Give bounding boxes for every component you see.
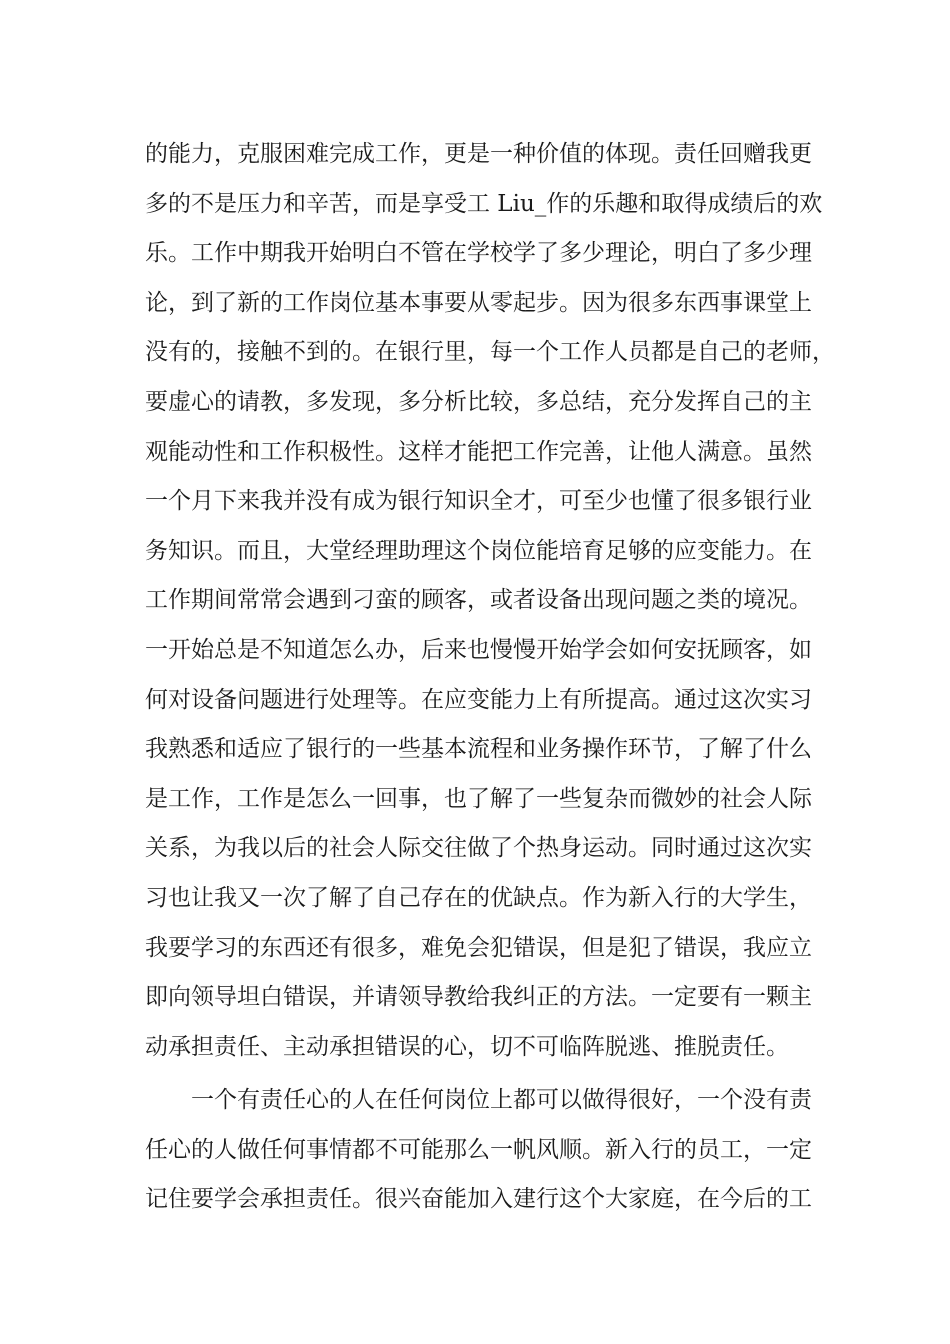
text-line: 没有的，接触不到的。在银行里，每一个工作人员都是自己的老师， xyxy=(145,339,835,366)
text-line: 一个月下来我并没有成为银行知识全才，可至少也懂了很多银行业 xyxy=(145,488,812,515)
text-line: 关系，为我以后的社会人际交往做了个热身运动。同时通过这次实 xyxy=(145,835,812,862)
text-line: 乐。工作中期我开始明白不管在学校学了多少理论，明白了多少理 xyxy=(145,240,812,267)
paragraph-2 xyxy=(145,1076,825,1225)
text-line: 工作期间常常会遇到刁蛮的顾客，或者设备出现问题之类的境况。 xyxy=(145,587,812,614)
text-line: 一个有责任心的人在任何岗位上都可以做得很好，一个没有责 xyxy=(191,1087,812,1114)
text-line: 论，到了新的工作岗位基本事要从零起步。因为很多东西事课堂上 xyxy=(145,289,812,316)
text-line: 习也让我又一次了解了自己存在的优缺点。作为新入行的大学生， xyxy=(145,884,812,911)
paragraph-1 xyxy=(145,130,835,1072)
text-line: 何对设备问题进行处理等。在应变能力上有所提高。通过这次实习 xyxy=(145,686,812,713)
text-line: 记住要学会承担责任。很兴奋能加入建行这个大家庭，在今后的工 xyxy=(145,1186,812,1213)
text-line: 务知识。而且，大堂经理助理这个岗位能培育足够的应变能力。在 xyxy=(145,537,812,564)
text-line: 我要学习的东西还有很多，难免会犯错误，但是犯了错误，我应立 xyxy=(145,934,812,961)
text-line: 要虚心的请教，多发现，多分析比较，多总结，充分发挥自己的主 xyxy=(145,388,812,415)
text-line: 是工作，工作是怎么一回事，也了解了一些复杂而微妙的社会人际 xyxy=(145,785,812,812)
text-line: 任心的人做任何事情都不可能那么一帆风顺。新入行的员工，一定 xyxy=(145,1136,812,1163)
text-line: 动承担责任、主动承担错误的心，切不可临阵脱逃、推脱责任。 xyxy=(145,1033,789,1060)
text-line: 多的不是压力和辛苦，而是享受工 Liu_作的乐趣和取得成绩后的欢 xyxy=(145,190,823,217)
text-line: 的能力，克服困难完成工作，更是一种价值的体现。责任回赠我更 xyxy=(145,141,812,167)
text-line: 一开始总是不知道怎么办，后来也慢慢开始学会如何安抚顾客，如 xyxy=(145,636,812,663)
text-line: 我熟悉和适应了银行的一些基本流程和业务操作环节，了解了什么 xyxy=(145,736,812,763)
text-line: 即向领导坦白错误，并请领导教给我纠正的方法。一定要有一颗主 xyxy=(145,984,812,1011)
text-line: 观能动性和工作积极性。这样才能把工作完善，让他人满意。虽然 xyxy=(145,438,812,465)
document-body xyxy=(145,130,835,1225)
